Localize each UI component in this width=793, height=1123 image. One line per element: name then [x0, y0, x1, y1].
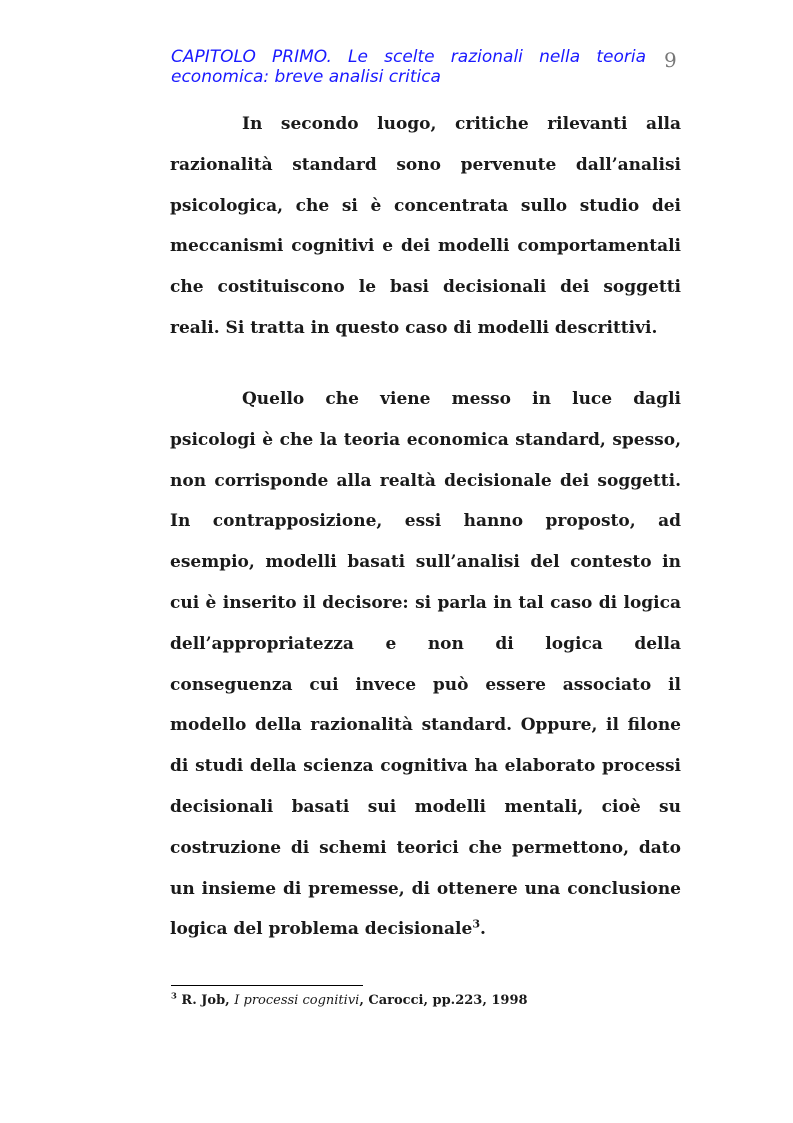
header-title-line2: economica: breve analisi critica [171, 67, 441, 87]
paragraph-1-text: In secondo luogo, critiche rilevanti alla razionalità standard sono pervenute dall’analisi psicologica, che si è concentrata sullo studio dei meccanismi cognitivi e dei modelli comportamentali che costituiscono le basi decisionali dei soggetti reali. Si tratta in questo caso di modelli descrittivi. [170, 114, 681, 338]
footnote-separator [171, 985, 363, 986]
paragraph-2-text: Quello che viene messo in luce dagli psicologi è che la teoria economica standard, spesso, non corrisponde alla realtà decisionale dei soggetti. In contrapposizione, essi hanno proposto, ad esempio, modelli basati sull’analisi del contesto in cui è inserito il decisore: si parla in tal caso di logica dell’appropriatezza e non di logica della conseguenza cui invece può essere associato il modello della razionalità standard. Oppure, il filone di studi della scienza cognitiva ha elaborato processi decisionali basati sui modelli mentali, cioè su costruzione di schemi teorici che permettono, dato un insieme di premesse, di ottenere una conclusione logica del problema decisionale [170, 389, 681, 940]
paragraph-2 [170, 379, 681, 950]
footnote-details: , Carocci, pp.223, 1998 [359, 993, 528, 1008]
footnote [171, 992, 528, 1010]
running-header [171, 47, 646, 87]
footnote-title: I processi cognitivi [234, 993, 360, 1008]
paragraph-1 [170, 104, 681, 349]
paragraph-2-end: . [480, 919, 486, 940]
page-number: 9 [664, 48, 677, 72]
footnote-reference[interactable]: 3 [472, 917, 480, 931]
header-title-line1: CAPITOLO PRIMO. Le scelte razionali nella teoria [171, 47, 646, 67]
footnote-marker: 3 [171, 990, 177, 1001]
footnote-author: R. Job, [181, 993, 230, 1008]
